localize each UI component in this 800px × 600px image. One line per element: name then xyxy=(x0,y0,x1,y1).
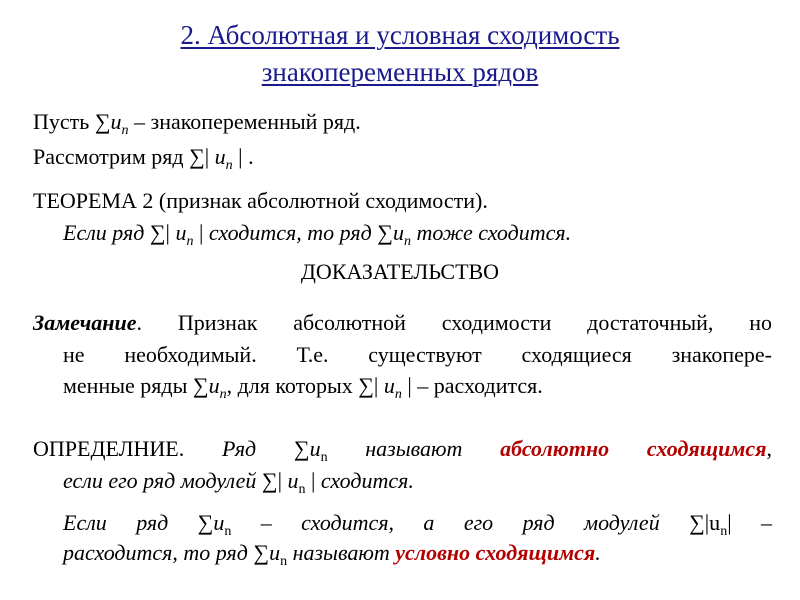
definition-label: ОПРЕДЕЛНИЕ. xyxy=(33,436,222,461)
term-u: u xyxy=(269,540,281,565)
term-u: u xyxy=(213,510,225,535)
conditionally-convergent-term: условно сходящимся xyxy=(395,540,596,565)
term-u: u xyxy=(175,220,187,245)
remark-line-3 xyxy=(63,373,543,408)
proof-heading: ДОКАЗАТЕЛЬСТВО xyxy=(300,259,500,284)
intro-text: . xyxy=(242,144,254,169)
term-u: u xyxy=(208,373,220,398)
remark-line-2: не необходимый. Т.е. существуют сходящиеся знакопере- xyxy=(63,342,772,367)
theorem-statement xyxy=(63,220,571,255)
abs-sum-open: ∑| xyxy=(358,373,384,398)
abs-sum-close: | xyxy=(232,144,243,169)
intro-text: – знакопеременный ряд. xyxy=(128,109,361,134)
slide-title-line-2: знакопеременных рядов xyxy=(261,57,539,87)
index-n: n xyxy=(298,482,306,497)
term-u: u xyxy=(214,144,226,169)
theorem-text: сходится, то ряд xyxy=(203,220,378,245)
definition-text: – xyxy=(731,510,772,535)
definition-text: расходится, то ряд xyxy=(63,540,254,565)
remark-line-1 xyxy=(33,309,772,336)
sum-symbol: ∑ xyxy=(377,220,393,245)
term-u: u xyxy=(392,220,404,245)
abs-sum-close: | xyxy=(305,468,316,493)
sum-symbol: ∑ xyxy=(94,109,111,134)
term-u: u xyxy=(309,436,321,461)
sum-symbol: ∑ xyxy=(293,436,310,461)
definition-text: , xyxy=(766,436,772,461)
abs-sum-open: ∑|u xyxy=(689,510,721,535)
sum-symbol: ∑ xyxy=(192,373,209,398)
theorem-text: тоже сходится. xyxy=(410,220,572,245)
theorem-heading: ТЕОРЕМА 2 (признак абсолютной сходимости). xyxy=(33,188,488,213)
abs-sum-close: | xyxy=(401,373,412,398)
intro-text: Рассмотрим ряд xyxy=(33,144,190,169)
definition-line-2 xyxy=(63,468,414,503)
intro-text: Пусть xyxy=(33,109,95,134)
remark-text: менные ряды xyxy=(63,373,193,398)
definition-text: Если ряд xyxy=(63,510,198,535)
abs-sum-open: ∑| xyxy=(261,468,288,493)
sum-symbol: ∑ xyxy=(197,510,214,535)
index-n: n xyxy=(121,123,129,138)
abs-sum-close: | xyxy=(727,510,732,535)
definition-line-1 xyxy=(33,435,772,471)
remark-text: , для которых xyxy=(226,373,359,398)
definition-text: если его ряд модулей xyxy=(63,468,262,493)
index-n: n xyxy=(224,524,232,539)
abs-sum-open: ∑| xyxy=(149,220,176,245)
sum-symbol: ∑ xyxy=(253,540,270,565)
term-u: u xyxy=(110,109,122,134)
definition-text: называют xyxy=(327,436,501,461)
absolutely-convergent-term: абсолютно сходящимся xyxy=(500,436,767,461)
term-u: u xyxy=(383,373,395,398)
index-n: n xyxy=(219,387,227,402)
remark-label: Замечание xyxy=(33,310,137,335)
index-n: n xyxy=(225,158,233,173)
definition-text: Ряд xyxy=(221,436,294,461)
intro-line-2 xyxy=(33,144,254,179)
definition-text: – сходится, а его ряд модулей xyxy=(231,510,690,535)
abs-sum-open: ∑| xyxy=(189,144,215,169)
index-n: n xyxy=(394,387,402,402)
definition-line-4 xyxy=(63,540,601,575)
definition-text: называют xyxy=(287,540,396,565)
term-u: u xyxy=(287,468,299,493)
remark-text: – расходится. xyxy=(411,373,543,398)
index-n: n xyxy=(720,524,728,539)
abs-sum-close: | xyxy=(193,220,204,245)
intro-line-1 xyxy=(33,109,361,144)
definition-text: сходится. xyxy=(315,468,414,493)
remark-text: . Признак абсолютной сходимости достаточный, но xyxy=(136,310,772,335)
index-n: n xyxy=(320,450,328,465)
definition-text: . xyxy=(595,540,601,565)
index-n: n xyxy=(186,234,194,249)
slide-title-line-1: 2. Абсолютная и условная сходимость xyxy=(180,20,620,50)
index-n: n xyxy=(280,554,288,569)
index-n: n xyxy=(403,234,411,249)
theorem-text: Если ряд xyxy=(63,220,150,245)
